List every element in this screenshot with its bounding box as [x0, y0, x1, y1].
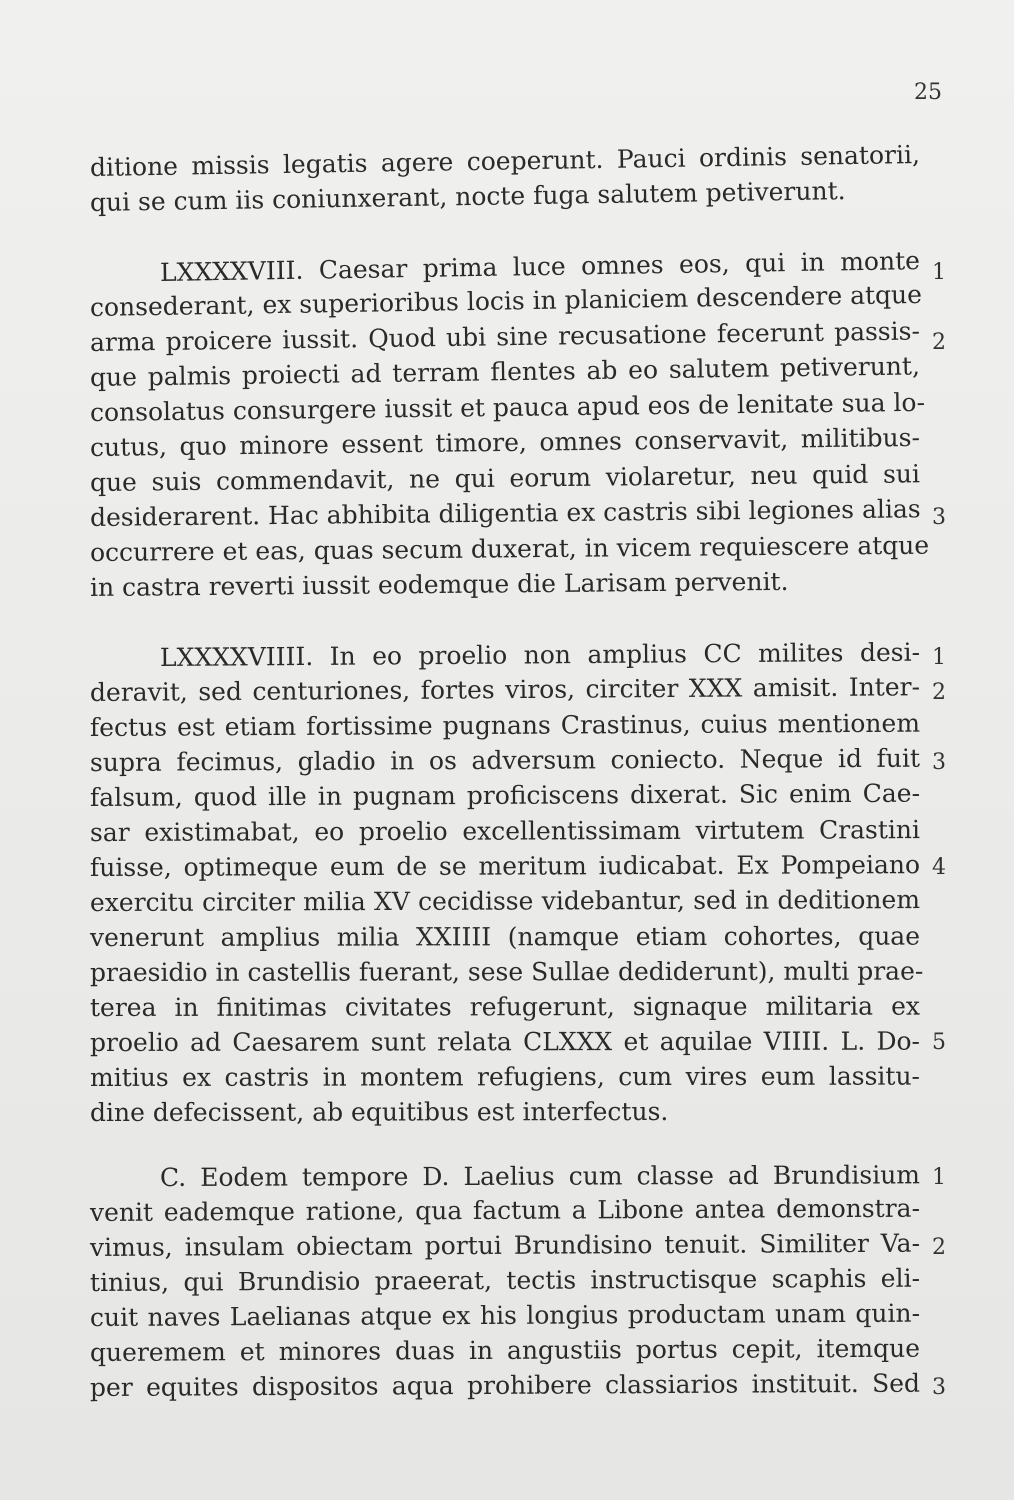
text-line: [0, 566, 1014, 606]
line-text: falsum, quod ille in pugnam proficiscens dixerat. Sic enim Cae-: [89, 778, 921, 812]
marginal-section-number: 1: [932, 1165, 946, 1190]
line-text: exercitu circiter milia XV cecidisse videbantur, sed in deditionem: [89, 885, 921, 917]
line-text: ditione missis legatis agere coeperunt. Pauci ordinis senatorii,: [89, 139, 921, 182]
line-text: per equites dispositos aqua prohibere classiarios instituit. Sed: [89, 1368, 921, 1402]
line-text: C. Eodem tempore D. Laelius cum classe ad Brundisium: [159, 1160, 921, 1192]
marginal-section-number: 4: [932, 855, 946, 880]
marginal-section-number: 1: [932, 645, 946, 670]
line-text: desiderarent. Hac abhibita diligentia ex castris sibi legiones alias: [89, 494, 921, 532]
line-text: fuisse, optimeque eum de se meritum iudicabat. Ex Pompeiano: [89, 850, 921, 882]
page-number: 25: [914, 80, 942, 105]
line-text: terea in finitimas civitates refugerunt, signaque militaria ex: [89, 991, 921, 1022]
text-line: [0, 885, 1014, 921]
line-text: proelio ad Caesarem sunt relata CLXXX et aquilae VIIII. L. Do-: [89, 1026, 921, 1057]
marginal-section-number: 2: [932, 680, 946, 705]
text-line: [0, 850, 1014, 886]
text-line: [0, 1095, 1014, 1131]
marginal-section-number: 5: [932, 1030, 946, 1055]
text-line: [0, 920, 1014, 956]
marginal-section-number: 1: [932, 260, 946, 285]
line-text: que palmis proiecti ad terram flentes ab eo salutem petiverunt,: [89, 351, 921, 392]
line-text: cuit naves Laelianas atque ex his longius productam unam quin-: [89, 1298, 921, 1332]
line-text: deravit, sed centuriones, fortes viros, circiter XXX amisit. Inter-: [89, 672, 921, 707]
line-text: cutus, quo minore essent timore, omnes conservavit, militibus-: [89, 422, 921, 462]
text-line: [0, 815, 1014, 851]
line-text: sar existimabat, eo proelio excellentissimam virtutem Crastini: [89, 815, 921, 847]
text-line: [0, 176, 1014, 221]
line-text: supra fecimus, gladio in os adversum coniecto. Neque id fuit: [89, 743, 921, 777]
marginal-section-number: 3: [932, 505, 946, 530]
marginal-section-number: 2: [932, 330, 946, 355]
line-text: que suis commendavit, ne qui eorum violaretur, neu quid sui: [89, 459, 921, 497]
text-line: [0, 1370, 1014, 1406]
line-text: occurrere et eas, quas secum duxerat, in vicem requiescere atque: [89, 530, 930, 567]
line-text: venerunt amplius milia XXIIII (namque etiam cohortes, quae: [89, 921, 921, 952]
text-line: [0, 990, 1014, 1026]
marginal-section-number: 3: [932, 1375, 946, 1400]
line-text: consederant, ex superioribus locis in planiciem descendere atque: [89, 279, 923, 322]
line-text: tinius, qui Brundisio praeerat, tectis instructisque scaphis eli-: [89, 1263, 921, 1297]
line-text: dine defecissent, ab equitibus est interfectus.: [89, 1096, 669, 1127]
line-text: queremem et minores duas in angustiis portus cepit, itemque: [89, 1333, 921, 1367]
line-text: qui se cum iis coniunxerant, nocte fuga salutem petiverunt.: [89, 176, 846, 217]
line-text: arma proicere iussit. Quod ubi sine recusatione fecerunt passis-: [89, 316, 921, 357]
marginal-section-number: 3: [932, 750, 946, 775]
line-text: consolatus consurgere iussit et pauca apud eos de lenitate sua lo-: [89, 387, 926, 427]
line-text: LXXXXVIII. Caesar prima luce omnes eos, qui in monte: [159, 246, 921, 287]
line-text: LXXXXVIIII. In eo proelio non amplius CC milites desi-: [159, 637, 921, 672]
line-text: fectus est etiam fortissime pugnans Crastinus, cuius mentionem: [89, 708, 921, 742]
marginal-section-number: 2: [932, 1235, 946, 1260]
text-line: [0, 780, 1014, 816]
line-text: venit eademque ratione, qua factum a Libone antea demonstra-: [89, 1193, 921, 1227]
line-text: praesidio in castellis fuerant, sese Sullae dediderunt), multi prae-: [89, 956, 924, 987]
line-text: in castra reverti iussit eodemque die Larisam pervenit.: [89, 566, 789, 602]
text-line: [0, 955, 1014, 991]
line-text: mitius ex castris in montem refugiens, cum vires eum lassitu-: [89, 1061, 921, 1092]
text-line: [0, 1060, 1014, 1096]
line-text: vimus, insulam obiectam portui Brundisino tenuit. Similiter Va-: [89, 1228, 921, 1262]
text-line: [0, 1025, 1014, 1061]
